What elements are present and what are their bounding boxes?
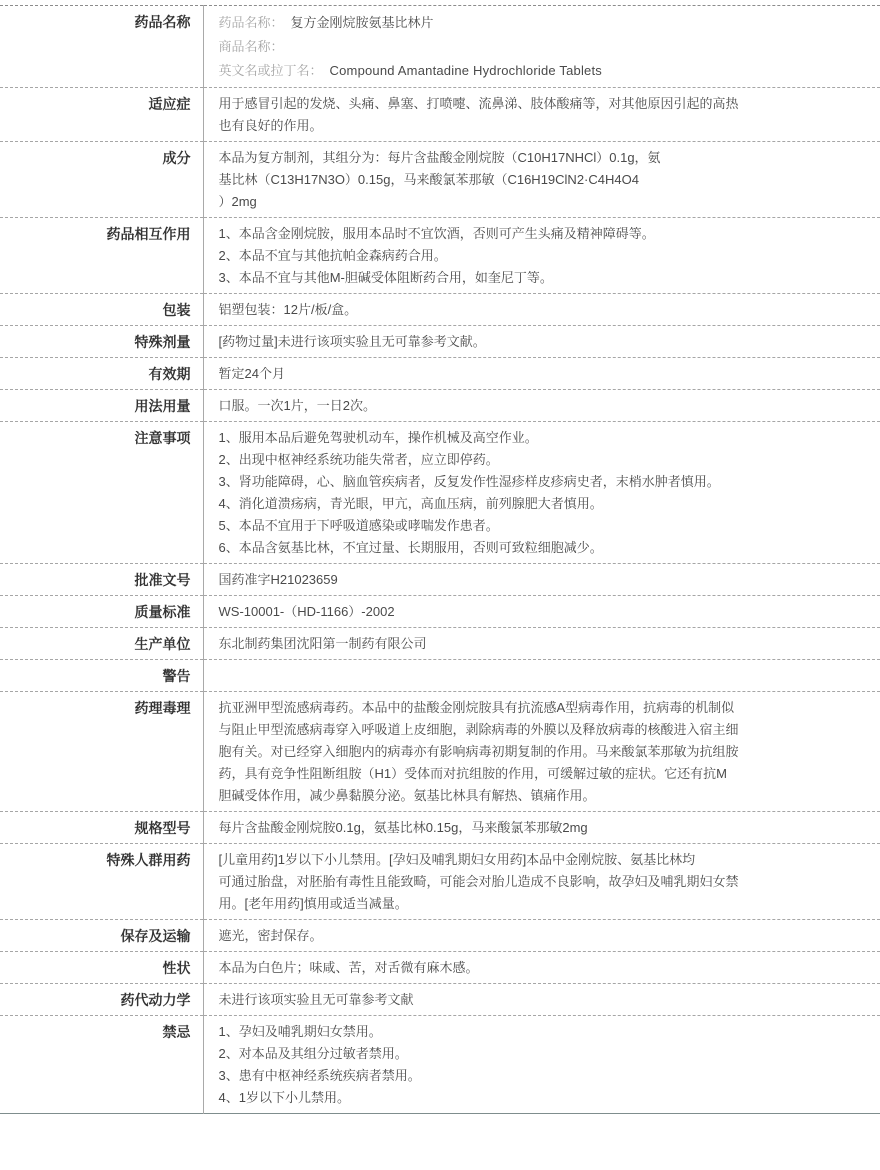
row-content — [203, 326, 880, 358]
drug-info-rows — [0, 6, 880, 1114]
row-content — [203, 6, 880, 88]
row-label: 药代动力学 — [0, 984, 203, 1016]
row-content — [203, 596, 880, 628]
text-line: 2、对本品及其组分过敏者禁用。 — [218, 1046, 408, 1061]
table-row — [0, 218, 880, 294]
text-line: 本品为白色片；味咸、苦，对舌微有麻木感。 — [218, 960, 479, 975]
row-label: 生产单位 — [0, 628, 203, 660]
row-label: 包装 — [0, 294, 203, 326]
text-line: 基比林（C13H17N3O）0.15g，马来酸氯苯那敏（C16H19ClN2·C4H4O4 — [218, 172, 639, 187]
text-line: 也有良好的作用。 — [218, 118, 323, 133]
row-label: 规格型号 — [0, 812, 203, 844]
text-line: 遮光，密封保存。 — [218, 928, 323, 943]
field-prefix: 药品名称： — [218, 15, 284, 30]
row-label: 特殊剂量 — [0, 326, 203, 358]
row-content — [203, 88, 880, 142]
row-label: 药理毒理 — [0, 692, 203, 812]
row-label: 注意事项 — [0, 422, 203, 564]
table-row — [0, 358, 880, 390]
text-line: 暂定24个月 — [218, 366, 285, 381]
text-line: 药，具有竞争性阻断组胺（H1）受体而对抗组胺的作用，可缓解过敏的症状。它还有抗M — [218, 766, 727, 781]
table-row — [0, 660, 880, 692]
table-row — [0, 142, 880, 218]
row-label: 适应症 — [0, 88, 203, 142]
text-line: 1、孕妇及哺乳期妇女禁用。 — [218, 1024, 382, 1039]
text-line — [219, 665, 853, 687]
row-label: 性状 — [0, 952, 203, 984]
row-content — [203, 358, 880, 390]
field-prefix: 商品名称： — [218, 39, 284, 54]
table-row — [0, 294, 880, 326]
table-row — [0, 596, 880, 628]
field-value: Compound Amantadine Hydrochloride Tablets — [329, 63, 602, 78]
text-line: 用。[老年用药]慎用或适当减量。 — [218, 896, 408, 911]
text-line: 用于感冒引起的发烧、头痛、鼻塞、打喷嚏、流鼻涕、肢体酸痛等，对其他原因引起的高热 — [218, 96, 739, 111]
row-content — [203, 660, 880, 692]
row-label: 有效期 — [0, 358, 203, 390]
row-content — [203, 920, 880, 952]
text-line: 1、本品含金刚烷胺，服用本品时不宜饮酒，否则可产生头痛及精神障碍等。 — [218, 226, 655, 241]
drug-info-table — [0, 5, 880, 1114]
table-row — [0, 88, 880, 142]
text-line: 6、本品含氨基比林，不宜过量、长期服用，否则可致粒细胞减少。 — [218, 540, 603, 555]
row-content — [203, 218, 880, 294]
text-line: 2、本品不宜与其他抗帕金森病药合用。 — [218, 248, 447, 263]
row-label: 药品名称 — [0, 6, 203, 88]
table-row — [0, 692, 880, 812]
text-line: 3、本品不宜与其他M-胆碱受体阻断药合用，如奎尼丁等。 — [218, 270, 553, 285]
table-row — [0, 422, 880, 564]
row-content — [203, 844, 880, 920]
row-content — [203, 294, 880, 326]
table-row — [0, 952, 880, 984]
row-content — [203, 812, 880, 844]
table-row — [0, 984, 880, 1016]
table-row — [0, 1016, 880, 1114]
row-label: 保存及运输 — [0, 920, 203, 952]
text-line: 3、肾功能障碍，心、脑血管疾病者，反复发作性湿疹样皮疹病史者，末梢水肿者慎用。 — [218, 474, 720, 489]
row-content — [203, 142, 880, 218]
table-row — [0, 920, 880, 952]
text-line: 1、服用本品后避免驾驶机动车，操作机械及高空作业。 — [218, 430, 538, 445]
row-label: 质量标准 — [0, 596, 203, 628]
table-row — [0, 844, 880, 920]
row-label: 成分 — [0, 142, 203, 218]
text-line: 4、消化道溃疡病，青光眼，甲亢，高血压病，前列腺肥大者慎用。 — [218, 496, 603, 511]
text-line: 胆碱受体作用，减少鼻黏膜分泌。氨基比林具有解热、镇痛作用。 — [218, 788, 596, 803]
field-prefix: 英文名或拉丁名： — [218, 63, 323, 78]
text-line: 5、本品不宜用于下呼吸道感染或哮喘发作患者。 — [218, 518, 499, 533]
text-line: 铝塑包装：12片/板/盒。 — [218, 302, 358, 317]
text-line: 可通过胎盘，对胚胎有毒性且能致畸，可能会对胎儿造成不良影响，故孕妇及哺乳期妇女禁 — [218, 874, 739, 889]
row-content — [203, 390, 880, 422]
table-row — [0, 390, 880, 422]
text-line: 3、患有中枢神经系统疾病者禁用。 — [218, 1068, 421, 1083]
text-line: 口服。一次1片，一日2次。 — [218, 398, 376, 413]
field-line — [219, 11, 853, 35]
text-line: 东北制药集团沈阳第一制药有限公司 — [218, 636, 427, 651]
table-row — [0, 326, 880, 358]
row-content — [203, 1016, 880, 1114]
text-line: [药物过量]未进行该项实验且无可靠参考文献。 — [218, 334, 486, 349]
table-row — [0, 6, 880, 88]
text-line: 本品为复方制剂，其组分为：每片含盐酸金刚烷胺（C10H17NHCl）0.1g，氨 — [218, 150, 661, 165]
text-line: [儿童用药]1岁以下小儿禁用。[孕妇及哺乳期妇女用药]本品中金刚烷胺、氨基比林均 — [218, 852, 696, 867]
row-label: 特殊人群用药 — [0, 844, 203, 920]
text-line: 抗亚洲甲型流感病毒药。本品中的盐酸金刚烷胺具有抗流感A型病毒作用，抗病毒的机制似 — [218, 700, 735, 715]
row-label: 药品相互作用 — [0, 218, 203, 294]
field-line — [219, 35, 853, 59]
row-label: 警告 — [0, 660, 203, 692]
row-content — [203, 628, 880, 660]
text-line: 胞有关。对已经穿入细胞内的病毒亦有影响病毒初期复制的作用。马来酸氯苯那敏为抗组胺 — [218, 744, 739, 759]
row-label: 禁忌 — [0, 1016, 203, 1114]
text-line: 国药准字H21023659 — [218, 572, 338, 587]
table-row — [0, 812, 880, 844]
row-label: 批准文号 — [0, 564, 203, 596]
text-line: 4、1岁以下小儿禁用。 — [218, 1090, 350, 1105]
text-line: 2、出现中枢神经系统功能失常者，应立即停药。 — [218, 452, 499, 467]
text-line: ）2mg — [218, 194, 257, 209]
field-line — [219, 59, 853, 83]
row-label: 用法用量 — [0, 390, 203, 422]
text-line: WS-10001-（HD-1166）-2002 — [218, 604, 395, 619]
row-content — [203, 422, 880, 564]
text-line: 与阻止甲型流感病毒穿入呼吸道上皮细胞，剥除病毒的外膜以及释放病毒的核酸进入宿主细 — [218, 722, 739, 737]
table-row — [0, 628, 880, 660]
field-value: 复方金刚烷胺氨基比林片 — [290, 15, 434, 30]
text-line: 未进行该项实验且无可靠参考文献 — [218, 992, 414, 1007]
text-line: 每片含盐酸金刚烷胺0.1g，氨基比林0.15g，马来酸氯苯那敏2mg — [218, 820, 588, 835]
table-row — [0, 564, 880, 596]
row-content — [203, 564, 880, 596]
row-content — [203, 952, 880, 984]
row-content — [203, 984, 880, 1016]
row-content — [203, 692, 880, 812]
